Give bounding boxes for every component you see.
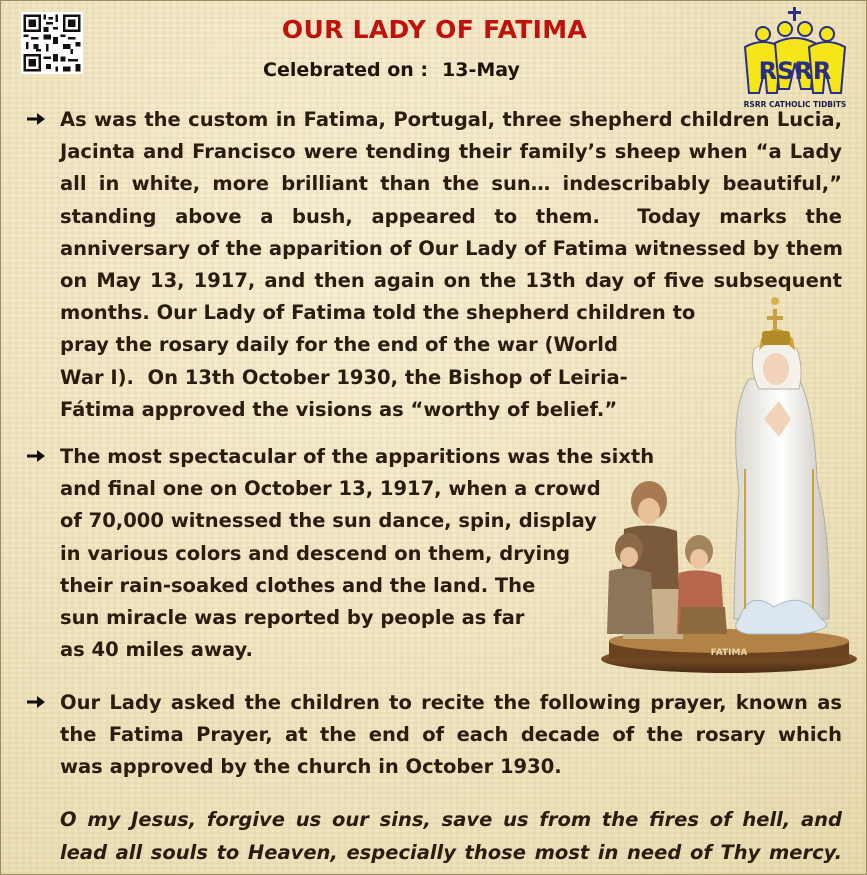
- right-arrow-icon: [26, 448, 46, 464]
- celebrated-label: Celebrated on :: [263, 59, 428, 81]
- celebrated-date: 13-May: [442, 59, 520, 81]
- statue-base-text: FATIMA: [710, 648, 748, 658]
- text-line: anniversary of the apparition of Our Lady of Fatima witnessed by them: [60, 236, 843, 260]
- text-line: standing above a bush, appeared to them. Today marks the: [60, 204, 842, 228]
- text-line: The most spectacular of the apparitions was the sixth: [60, 445, 655, 468]
- page-title: OUR LADY OF FATIMA: [281, 15, 588, 44]
- paragraph-fatima-prayer-intro: [60, 687, 842, 784]
- text-line: of 70,000 witnessed the sun dance, spin, display: [60, 509, 597, 533]
- paragraph-sun-miracle: [60, 441, 654, 666]
- text-line: all in white, more brilliant than the sun… indescribably beautiful,”: [60, 172, 842, 196]
- text-line: their rain-soaked clothes and the land. The: [60, 573, 536, 597]
- logo-letters: RSRR: [758, 57, 832, 85]
- fatima-prayer: [60, 803, 842, 869]
- right-arrow-icon: [26, 694, 46, 710]
- text-line: pray the rosary daily for the end of the war (World: [60, 333, 618, 357]
- text-line: As was the custom in Fatima, Portugal, three shepherd children Lucia,: [60, 108, 842, 131]
- text-line: in various colors and descend on them, drying: [60, 541, 571, 565]
- celebration-date: [263, 59, 520, 81]
- text-line: months. Our Lady of Fatima told the shepherd children to: [60, 301, 696, 325]
- rsrr-logo: [739, 7, 851, 110]
- prayer-line: lead all souls to Heaven, especially those most in need of Thy mercy.: [60, 841, 842, 864]
- text-line: as 40 miles away.: [60, 638, 253, 662]
- text-line: War I). On 13th October 1930, the Bishop of Leiria-: [60, 365, 628, 389]
- prayer-line: O my Jesus, forgive us our sins, save us from the fires of hell, and: [60, 808, 842, 831]
- text-line: the Fatima Prayer, at the end of each decade of the rosary which: [60, 723, 842, 747]
- text-line: sun miracle was reported by people as far: [60, 606, 525, 630]
- fatima-statue-image: [599, 289, 859, 674]
- text-line: and final one on October 13, 1917, when a crowd: [60, 477, 601, 501]
- text-line: on May 13, 1917, and then again on the 13th day of five subsequent: [60, 269, 842, 293]
- text-line: Jacinta and Francisco were tending their family’s sheep when “a Lady: [60, 140, 842, 164]
- right-arrow-icon: [26, 111, 46, 127]
- text-line: Fátima approved the visions as “worthy of belief.”: [60, 397, 618, 421]
- text-line: was approved by the church in October 1930.: [60, 755, 562, 779]
- logo-caption: RSRR CATHOLIC TIDBITS: [743, 100, 847, 109]
- text-line: Our Lady asked the children to recite the following prayer, known as: [60, 691, 842, 714]
